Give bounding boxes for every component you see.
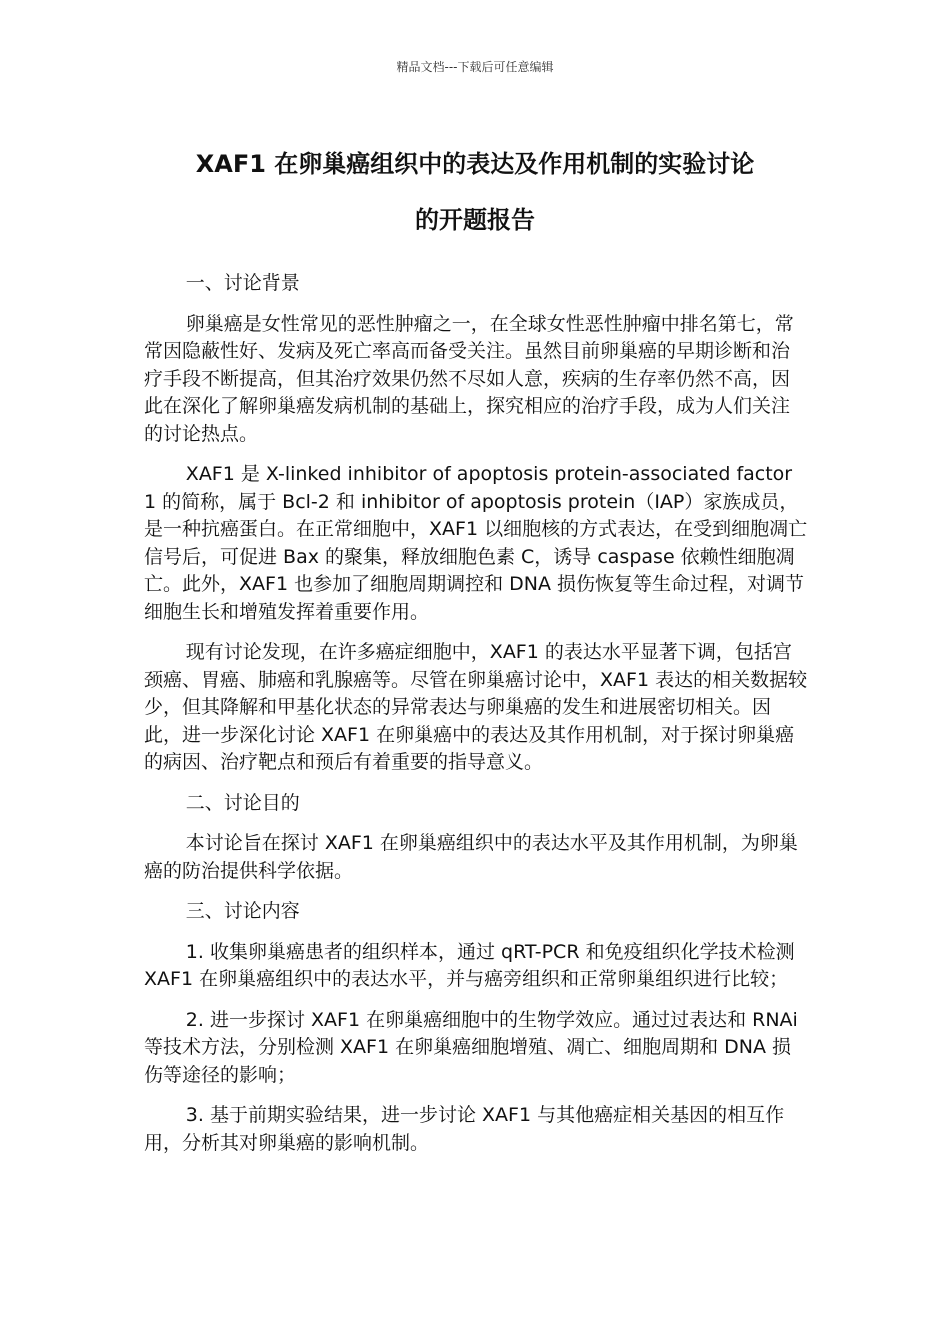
- section-heading-background: 一、讨论背景: [185, 272, 300, 294]
- list-item-content-2: 2. 进一步探讨 XAF1 在卵巢癌细胞中的生物学效应。通过过表达和 RNAi 等技术方法，分别检测 XAF1 在卵巢癌细胞增殖、凋亡、细胞周期和 DNA 损伤等途径的影响；: [144, 1008, 798, 1086]
- paragraph-xaf1-definition: XAF1 是 X-linked inhibitor of apoptosis protein-associated factor 1 的简称，属于 Bcl-2 和 inhibitor of apoptosis protein（IAP）家族成员，是一种抗癌蛋白。在正常细胞中，XAF1 以细胞核的方式表达，在受到细胞凋亡信号后，可促进 Bax 的聚集，释放细胞色素 C，诱导 caspase 依赖性细胞凋亡。此外，XAF1 也参加了细胞周期调控和 DNA 损伤恢复等生命过程，对调节细胞生长和增殖发挥着重要作用。: [144, 463, 808, 623]
- section-heading-content: 三、讨论内容: [185, 900, 300, 922]
- document-title: [140, 136, 810, 248]
- list-item-content-3: 3. 基于前期实验结果，进一步讨论 XAF1 与其他癌症相关基因的相互作用，分析其对卵巢癌的影响机制。: [144, 1104, 785, 1154]
- paragraph-existing-research: 现有讨论发现，在许多癌症细胞中，XAF1 的表达水平显著下调，包括宫颈癌、胃癌、肺癌和乳腺癌等。尽管在卵巢癌讨论中，XAF1 表达的相关数据较少，但其降解和甲基化状态的异常表达与卵巢癌的发生和进展密切相关。因此，进一步深化讨论 XAF1 在卵巢癌中的表达及其作用机制，对于探讨卵巢癌的病因、治疗靶点和预后有着重要的指导意义。: [144, 641, 808, 773]
- paragraph-purpose: 本讨论旨在探讨 XAF1 在卵巢癌组织中的表达水平及其作用机制，为卵巢癌的防治提供科学依据。: [144, 832, 798, 882]
- list-item-content-1: 1. 收集卵巢癌患者的组织样本，通过 qRT-PCR 和免疫组织化学技术检测 XAF1 在卵巢癌组织中的表达水平，并与癌旁组织和正常卵巢组织进行比较；: [144, 940, 795, 990]
- page-header-note: 精品文档---下载后可任意编辑: [396, 60, 554, 74]
- paragraph-ovarian-cancer-intro: 卵巢癌是女性常见的恶性肿瘤之一，在全球女性恶性肿瘤中排名第七，常常因隐蔽性好、发病及死亡率高而备受关注。虽然目前卵巢癌的早期诊断和治疗手段不断提高，但其治疗效果仍然不尽如人意，疾病的生存率仍然不高，因此在深化了解卵巢癌发病机制的基础上，探究相应的治疗手段，成为人们关注的讨论热点。: [144, 312, 794, 445]
- section-heading-purpose: 二、讨论目的: [185, 791, 300, 814]
- title-line-1: XAF1 在卵巢癌组织中的表达及作用机制的实验讨论: [195, 150, 755, 178]
- title-line-2: 的开题报告: [415, 206, 535, 234]
- document-body: [144, 270, 808, 1170]
